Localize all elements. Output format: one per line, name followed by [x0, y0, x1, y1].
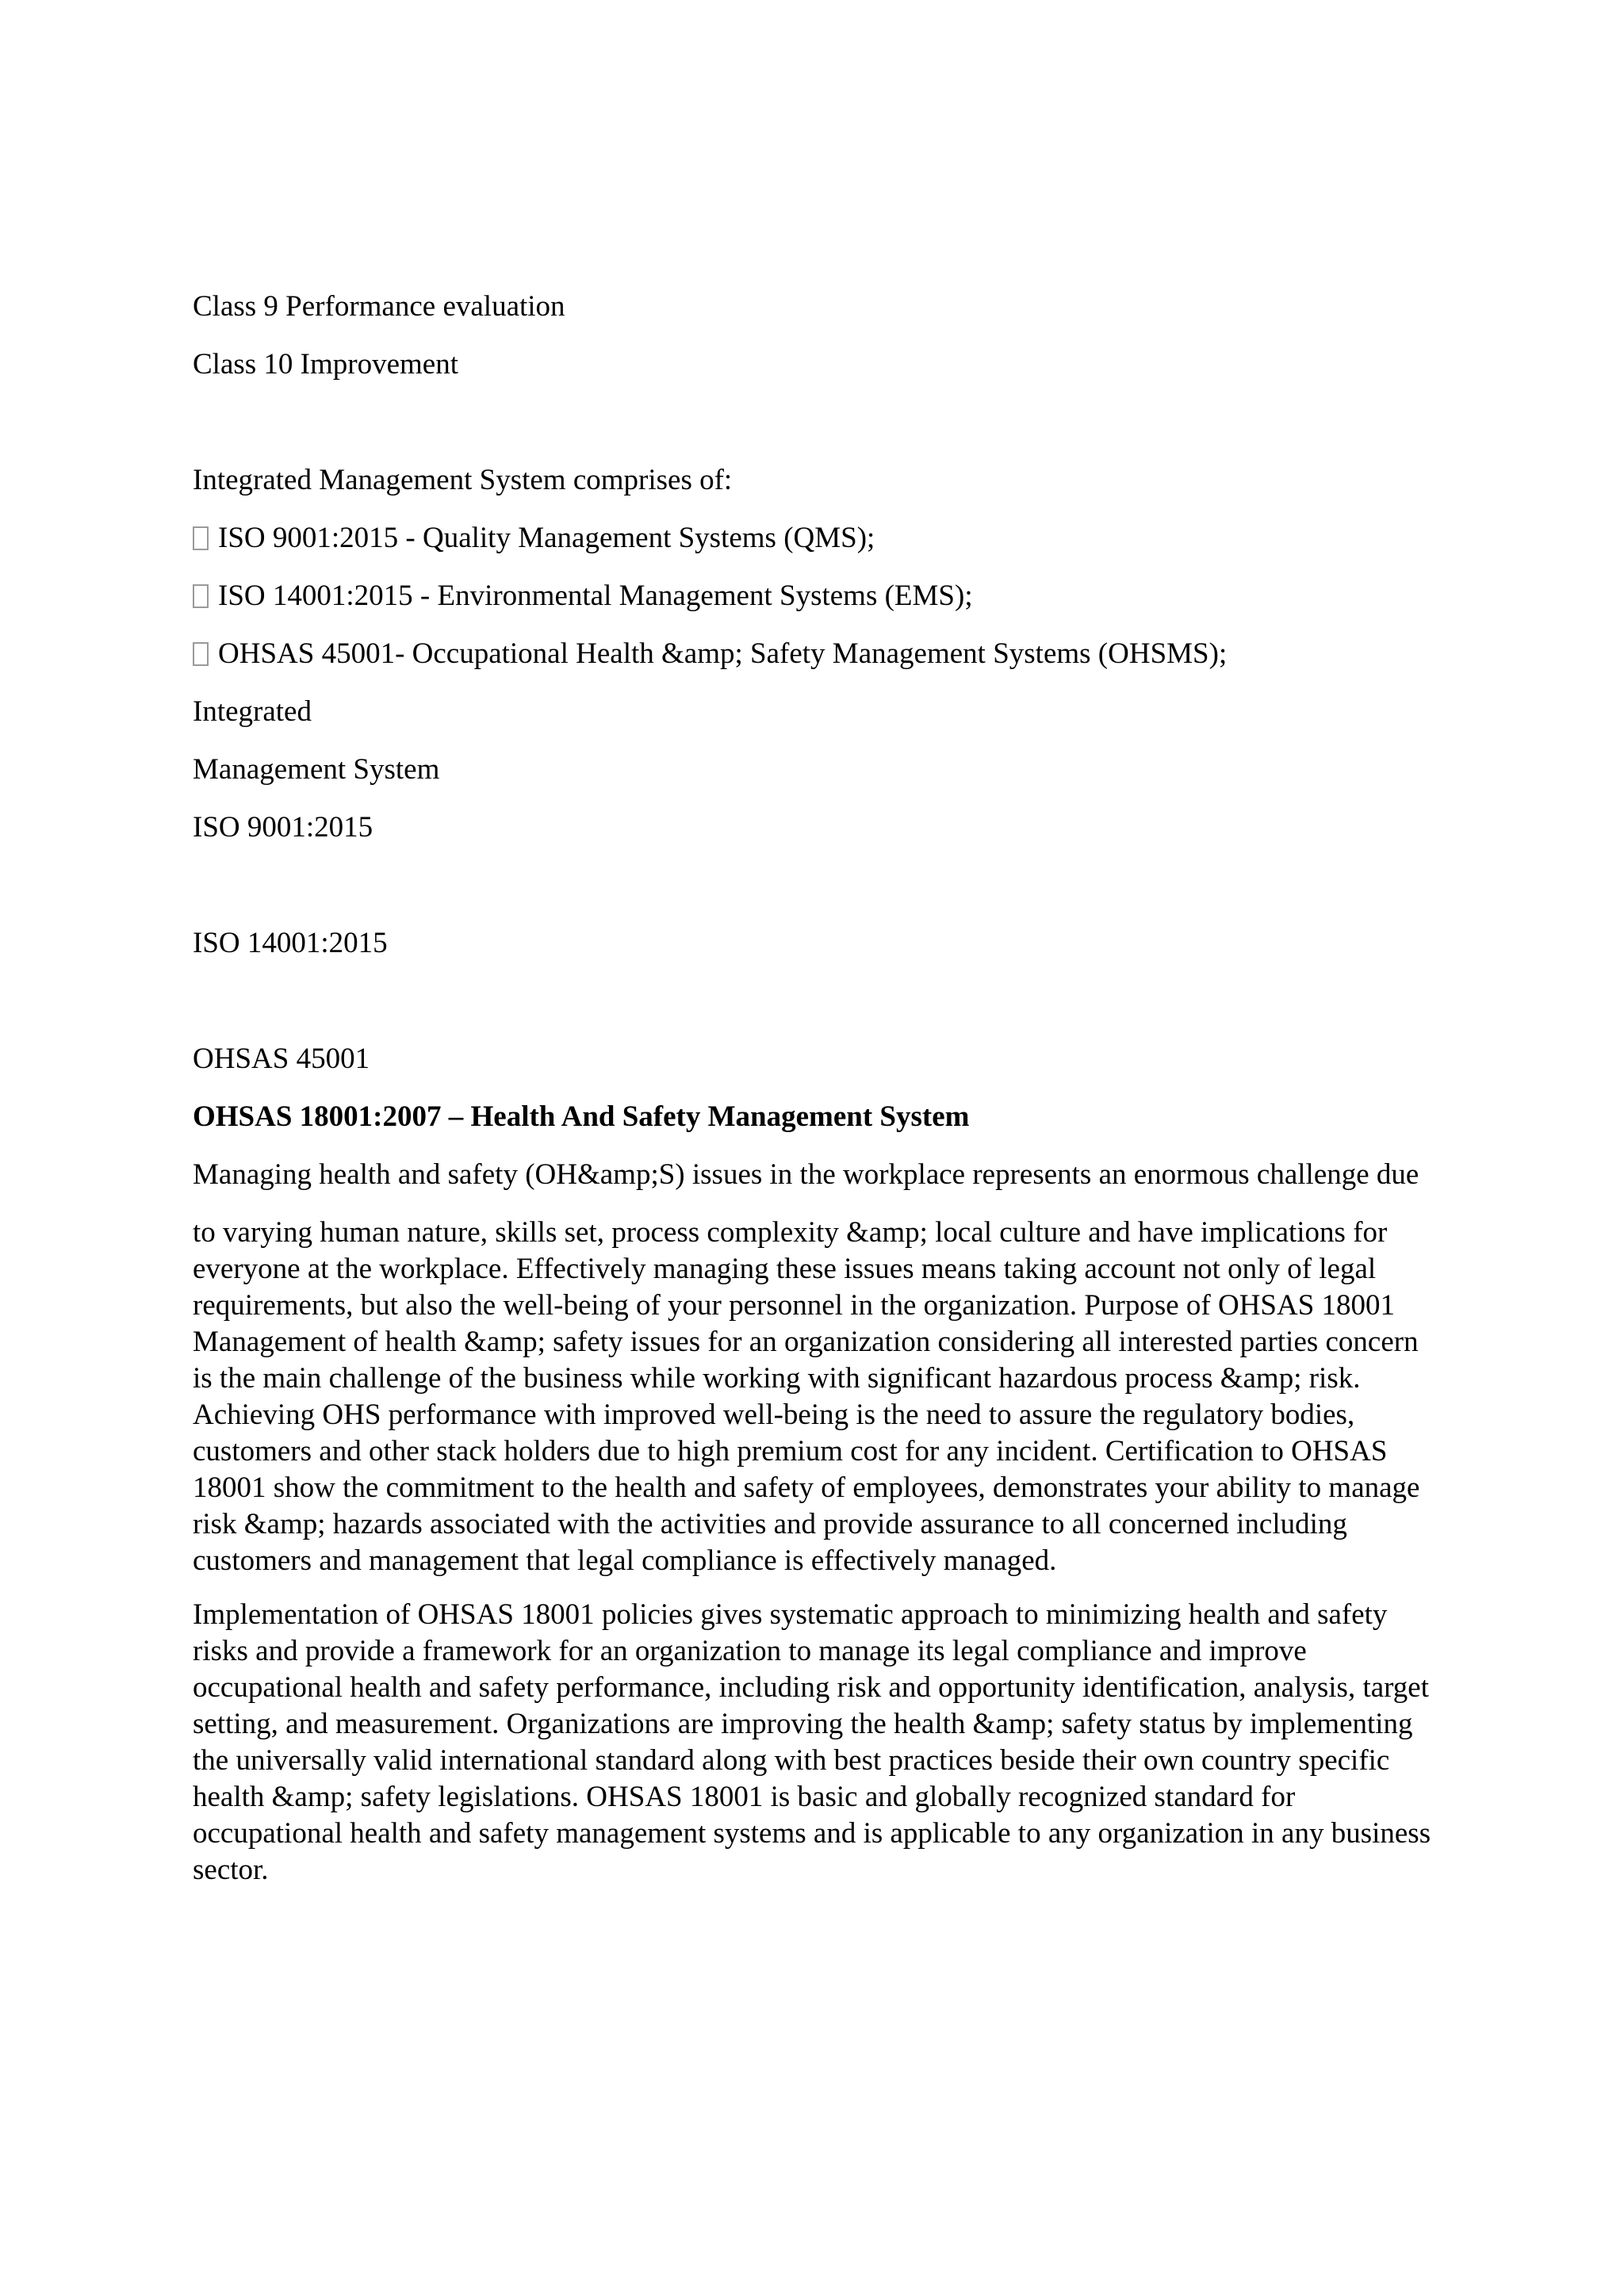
ims-intro-line: Integrated Management System comprises of:	[193, 464, 733, 496]
paragraph-2-line: occupational health and safety performance, including risk and opportunity identification, analysis, target	[193, 1671, 1430, 1704]
class-9-line: Class 9 Performance evaluation	[193, 290, 565, 323]
class-10-line: Class 10 Improvement	[193, 348, 459, 381]
bullet-ems-text: ISO 14001:2015 - Environmental Management Systems (EMS);	[218, 580, 973, 612]
bullet-qms	[193, 520, 875, 557]
iso-14001-line: ISO 14001:2015	[193, 927, 388, 959]
missing-glyph-bullet-icon	[193, 526, 209, 550]
iso-9001-line: ISO 9001:2015	[193, 811, 373, 844]
paragraph-2-line: sector.	[193, 1854, 269, 1886]
paragraph-1-line: to varying human nature, skills set, process complexity &amp; local culture and have implications for	[193, 1216, 1388, 1249]
paragraph-1-line: Achieving OHS performance with improved well-being is the need to assure the regulatory bodies,	[193, 1399, 1355, 1431]
paragraph-1-line: 18001 show the commitment to the health and safety of employees, demonstrates your ability to manage	[193, 1471, 1420, 1504]
bullet-ohsms-text: OHSAS 45001- Occupational Health &amp; Safety Management Systems (OHSMS);	[218, 637, 1228, 670]
ohsas-45001-line: OHSAS 45001	[193, 1043, 370, 1075]
paragraph-1	[193, 1215, 1446, 1579]
bullet-qms-text: ISO 9001:2015 - Quality Management Systems (QMS);	[218, 522, 875, 554]
paragraph-1-line: customers and management that legal compliance is effectively managed.	[193, 1544, 1057, 1577]
management-system-line: Management System	[193, 753, 440, 786]
intro-line: Managing health and safety (OH&amp;S) issues in the workplace represents an enormous challenge due	[193, 1158, 1419, 1191]
paragraph-1-line: everyone at the workplace. Effectively managing these issues means taking account not only of legal	[193, 1253, 1377, 1285]
paragraph-2-line: Implementation of OHSAS 18001 policies gives systematic approach to minimizing health and safety	[193, 1598, 1388, 1631]
paragraph-2-line: setting, and measurement. Organizations are improving the health &amp; safety status by implementing	[193, 1708, 1413, 1740]
bullet-ems	[193, 578, 973, 614]
paragraph-1-line: Management of health &amp; safety issues for an organization considering all interested parties concern	[193, 1326, 1419, 1358]
paragraph-1-line: customers and other stack holders due to high premium cost for any incident. Certification to OHSAS	[193, 1435, 1388, 1468]
paragraph-1-line: requirements, but also the well-being of your personnel in the organization. Purpose of OHSAS 18001	[193, 1289, 1396, 1322]
integrated-line: Integrated	[193, 695, 312, 728]
paragraph-2-line: occupational health and safety management systems and is applicable to any organization in any business	[193, 1817, 1431, 1850]
paragraph-1-line: is the main challenge of the business while working with significant hazardous process &amp; risk.	[193, 1362, 1361, 1395]
missing-glyph-bullet-icon	[193, 584, 209, 608]
missing-glyph-bullet-icon	[193, 642, 209, 666]
paragraph-1-line: risk &amp; hazards associated with the activities and provide assurance to all concerned including	[193, 1508, 1347, 1540]
bullet-ohsms	[193, 636, 1227, 672]
paragraph-2-line: health &amp; safety legislations. OHSAS 18001 is basic and globally recognized standard for	[193, 1781, 1296, 1813]
paragraph-2-line: risks and provide a framework for an organization to manage its legal compliance and improve	[193, 1635, 1307, 1667]
paragraph-2-line: the universally valid international standard along with best practices beside their own country specific	[193, 1744, 1390, 1777]
paragraph-2	[193, 1597, 1446, 1888]
section-heading: OHSAS 18001:2007 – Health And Safety Management System	[193, 1100, 970, 1133]
